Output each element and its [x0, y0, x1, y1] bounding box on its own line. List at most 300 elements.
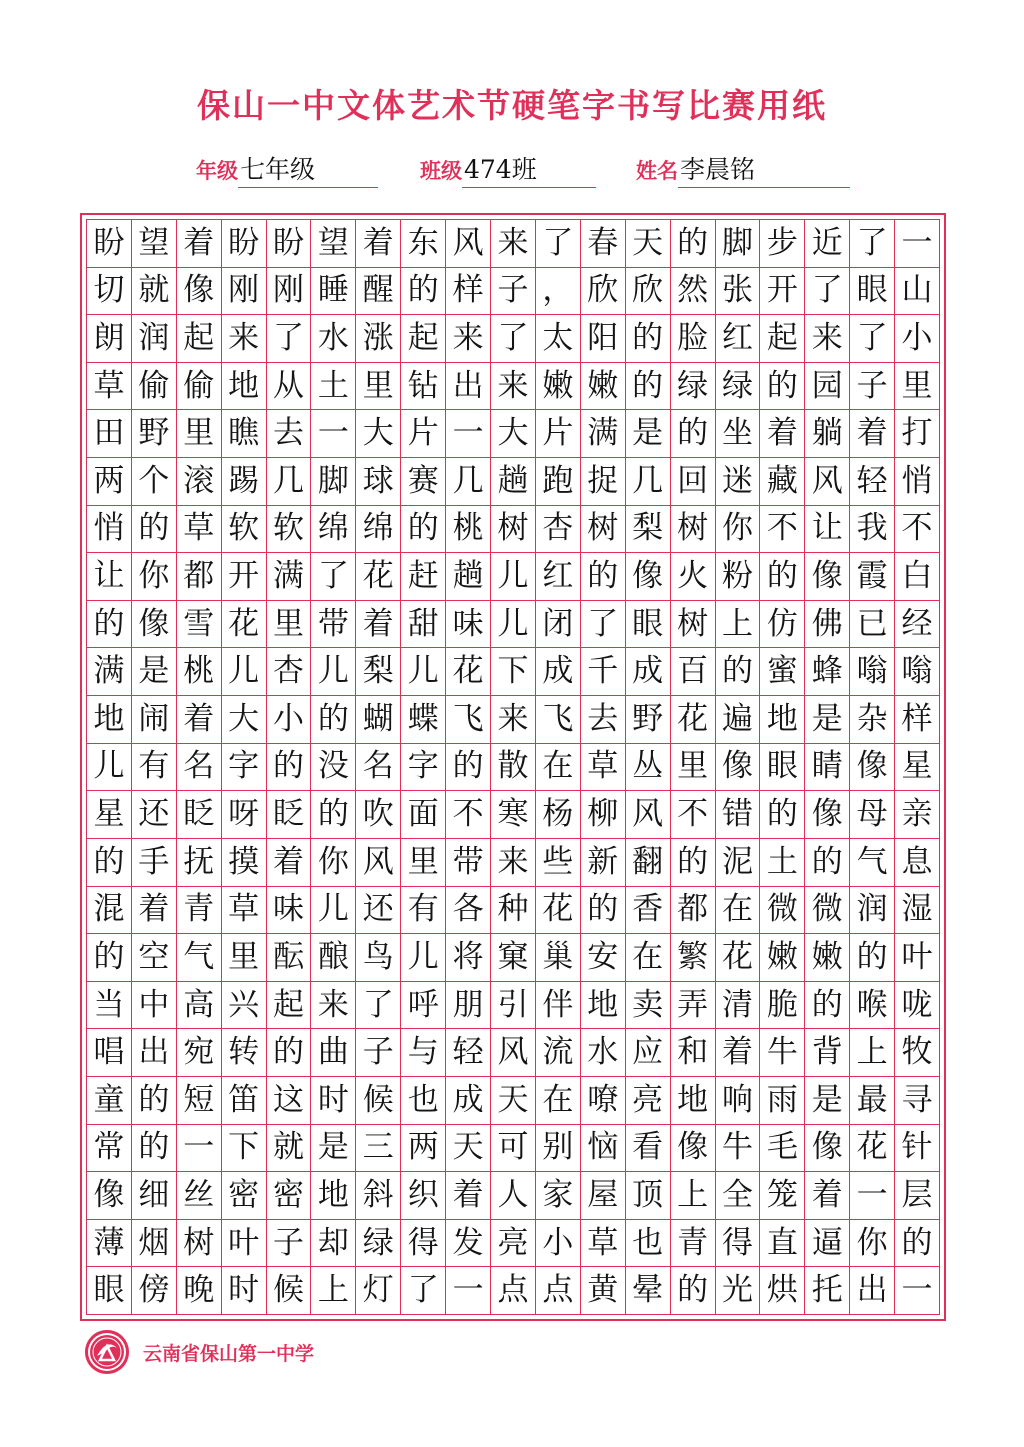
- grid-cell: 轻: [850, 458, 895, 506]
- grid-cell: 出: [850, 1267, 895, 1315]
- grid-cell: 草: [87, 363, 132, 411]
- grid-cell: 仿: [760, 601, 805, 649]
- grid-cell: 出: [446, 363, 491, 411]
- grid-cell: 眼: [760, 744, 805, 792]
- grid-cell: 也: [401, 1077, 446, 1125]
- grid-cell: 树: [491, 506, 536, 554]
- grid-cell: 一: [446, 1267, 491, 1315]
- grid-cell: 树: [581, 506, 626, 554]
- grid-cell: 是: [132, 648, 177, 696]
- grid-cell: 捉: [581, 458, 626, 506]
- grid-cell: 托: [805, 1267, 850, 1315]
- grid-cell: 梨: [626, 506, 671, 554]
- grid-cell: 的: [760, 553, 805, 601]
- grid-cell: 的: [805, 982, 850, 1030]
- grid-cell: 球: [356, 458, 401, 506]
- grid-cell: 绿: [356, 1220, 401, 1268]
- grid-cell: 里: [222, 934, 267, 982]
- grid-cell: 经: [895, 601, 940, 649]
- grid-cell: 光: [716, 1267, 761, 1315]
- grid-cell: 小: [536, 1220, 581, 1268]
- grid-cell: 子: [491, 268, 536, 316]
- grid-cell: 盼: [222, 220, 267, 268]
- grid-cell: 里: [895, 363, 940, 411]
- grid-cell: 是: [805, 696, 850, 744]
- writing-grid: [86, 219, 940, 1315]
- grid-cell: 甜: [401, 601, 446, 649]
- grid-cell: 烘: [760, 1267, 805, 1315]
- grid-cell: 雨: [760, 1077, 805, 1125]
- grid-cell: 了: [581, 601, 626, 649]
- grid-cell: 的: [671, 410, 716, 458]
- grid-cell: 的: [446, 744, 491, 792]
- grid-cell: 脆: [760, 982, 805, 1030]
- grid-cell: 散: [491, 744, 536, 792]
- grid-cell: 百: [671, 648, 716, 696]
- grid-cell: 的: [311, 696, 356, 744]
- grid-cell: 花: [536, 887, 581, 935]
- grid-cell: 的: [267, 744, 312, 792]
- grid-cell: 火: [671, 553, 716, 601]
- grid-cell: 软: [222, 506, 267, 554]
- grid-cell: 的: [671, 839, 716, 887]
- grid-cell: 嫩: [536, 363, 581, 411]
- grid-cell: 背: [805, 1029, 850, 1077]
- grid-cell: 应: [626, 1029, 671, 1077]
- grid-cell: 轻: [446, 1029, 491, 1077]
- class-label: 班级: [420, 158, 462, 183]
- grid-cell: 起: [177, 315, 222, 363]
- grid-cell: 你: [132, 553, 177, 601]
- grid-cell: 杏: [536, 506, 581, 554]
- grid-cell: 最: [850, 1077, 895, 1125]
- grid-cell: 赛: [401, 458, 446, 506]
- grid-cell: 着: [177, 220, 222, 268]
- grid-cell: 几: [446, 458, 491, 506]
- grid-cell: 盼: [267, 220, 312, 268]
- grid-cell: 绵: [311, 506, 356, 554]
- grid-cell: 蝴: [356, 696, 401, 744]
- grid-cell: 点: [491, 1267, 536, 1315]
- grid-cell: 叶: [895, 934, 940, 982]
- grid-cell: 起: [267, 982, 312, 1030]
- grid-cell: 桃: [177, 648, 222, 696]
- grid-cell: 在: [536, 744, 581, 792]
- grid-cell: 了: [850, 220, 895, 268]
- grid-cell: 山: [895, 268, 940, 316]
- grid-cell: 像: [716, 744, 761, 792]
- grid-cell: 母: [850, 791, 895, 839]
- grid-cell: 风: [446, 220, 491, 268]
- grid-cell: 里: [177, 410, 222, 458]
- grid-cell: 层: [895, 1172, 940, 1220]
- grid-cell: 呼: [401, 982, 446, 1030]
- grid-cell: 土: [311, 363, 356, 411]
- grid-cell: 全: [716, 1172, 761, 1220]
- grid-cell: 起: [401, 315, 446, 363]
- grid-cell: 梨: [356, 648, 401, 696]
- grid-cell: 脸: [671, 315, 716, 363]
- grid-cell: 着: [356, 220, 401, 268]
- grid-cell: 风: [805, 458, 850, 506]
- grid-cell: 的: [311, 791, 356, 839]
- grid-cell: 佛: [805, 601, 850, 649]
- grid-cell: 摸: [222, 839, 267, 887]
- grid-cell: 的: [895, 1220, 940, 1268]
- grid-cell: 春: [581, 220, 626, 268]
- grid-cell: 时: [222, 1267, 267, 1315]
- grid-cell: 酝: [267, 934, 312, 982]
- grid-cell: 像: [626, 553, 671, 601]
- grid-cell: 儿: [311, 648, 356, 696]
- grid-cell: 让: [87, 553, 132, 601]
- grid-cell: 烟: [132, 1220, 177, 1268]
- grid-cell: 白: [895, 553, 940, 601]
- grid-cell: 软: [267, 506, 312, 554]
- grid-cell: 儿: [491, 601, 536, 649]
- grid-cell: 屋: [581, 1172, 626, 1220]
- name-label: 姓名: [636, 158, 678, 183]
- grid-cell: 高: [177, 982, 222, 1030]
- footer: [85, 1330, 314, 1374]
- grid-cell: 的: [760, 363, 805, 411]
- grid-cell: 着: [177, 696, 222, 744]
- grid-cell: 闹: [132, 696, 177, 744]
- grid-cell: 欣: [626, 268, 671, 316]
- grid-cell: 青: [671, 1220, 716, 1268]
- grid-cell: 满: [581, 410, 626, 458]
- grid-cell: 像: [671, 1125, 716, 1173]
- grid-cell: 笛: [222, 1077, 267, 1125]
- grid-cell: 满: [87, 648, 132, 696]
- grid-cell: 像: [177, 268, 222, 316]
- grid-cell: 在: [536, 1077, 581, 1125]
- grid-cell: 睡: [311, 268, 356, 316]
- grid-cell: 空: [132, 934, 177, 982]
- grid-cell: 睛: [805, 744, 850, 792]
- grid-cell: 人: [491, 1172, 536, 1220]
- grid-cell: 曲: [311, 1029, 356, 1077]
- grid-cell: 来: [491, 839, 536, 887]
- grid-cell: 野: [132, 410, 177, 458]
- grid-cell: 却: [311, 1220, 356, 1268]
- grid-cell: 刚: [267, 268, 312, 316]
- grid-cell: 还: [356, 887, 401, 935]
- school-name: 云南省保山第一中学: [143, 1342, 315, 1365]
- grid-cell: 咙: [895, 982, 940, 1030]
- grid-cell: 了: [311, 553, 356, 601]
- grid-cell: 桃: [446, 506, 491, 554]
- grid-cell: 字: [222, 744, 267, 792]
- grid-cell: 的: [626, 363, 671, 411]
- grid-cell: 望: [132, 220, 177, 268]
- grid-cell: 候: [356, 1077, 401, 1125]
- grid-cell: 像: [87, 1172, 132, 1220]
- grid-cell: 子: [850, 363, 895, 411]
- grid-cell: 的: [850, 934, 895, 982]
- grid-cell: 片: [401, 410, 446, 458]
- grid-cell: 大: [222, 696, 267, 744]
- grid-cell: 天: [446, 1125, 491, 1173]
- grid-cell: 像: [850, 744, 895, 792]
- grid-cell: 名: [356, 744, 401, 792]
- grid-cell: 的: [581, 553, 626, 601]
- grid-cell: 中: [132, 982, 177, 1030]
- grid-cell: 样: [895, 696, 940, 744]
- grid-cell: 赶: [401, 553, 446, 601]
- grid-cell: 切: [87, 268, 132, 316]
- grid-cell: 来: [491, 220, 536, 268]
- grid-cell: 起: [760, 315, 805, 363]
- grid-cell: 伴: [536, 982, 581, 1030]
- grid-cell: 兴: [222, 982, 267, 1030]
- grid-cell: 错: [716, 791, 761, 839]
- grid-cell: 酿: [311, 934, 356, 982]
- grid-cell: 织: [401, 1172, 446, 1220]
- grid-cell: 个: [132, 458, 177, 506]
- grid-cell: 已: [850, 601, 895, 649]
- grid-cell: 地: [222, 363, 267, 411]
- grid-cell: 毛: [760, 1125, 805, 1173]
- grid-cell: 寒: [491, 791, 536, 839]
- grid-cell: 让: [805, 506, 850, 554]
- grid-cell: 着: [267, 839, 312, 887]
- grid-cell: 有: [132, 744, 177, 792]
- grid-cell: 水: [311, 315, 356, 363]
- grid-cell: 别: [536, 1125, 581, 1173]
- grid-cell: 天: [626, 220, 671, 268]
- grid-cell: 红: [536, 553, 581, 601]
- grid-cell: 步: [760, 220, 805, 268]
- grid-cell: 眨: [267, 791, 312, 839]
- grid-cell: 傍: [132, 1267, 177, 1315]
- grid-cell: 子: [267, 1220, 312, 1268]
- grid-cell: 飞: [536, 696, 581, 744]
- grid-cell: 在: [626, 934, 671, 982]
- grid-cell: 的: [581, 887, 626, 935]
- grid-cell: 斜: [356, 1172, 401, 1220]
- grid-cell: 气: [177, 934, 222, 982]
- grid-cell: 的: [401, 268, 446, 316]
- grid-cell: 你: [850, 1220, 895, 1268]
- grid-cell: 的: [716, 648, 761, 696]
- grid-cell: 来: [222, 315, 267, 363]
- grid-cell: 脚: [311, 458, 356, 506]
- grid-cell: 香: [626, 887, 671, 935]
- grade-field: [196, 150, 378, 188]
- grid-cell: 这: [267, 1077, 312, 1125]
- grid-cell: 了: [805, 268, 850, 316]
- grid-cell: 吹: [356, 791, 401, 839]
- grid-cell: 地: [760, 696, 805, 744]
- grid-cell: 趟: [446, 553, 491, 601]
- grid-cell: 了: [850, 315, 895, 363]
- grid-cell: 呀: [222, 791, 267, 839]
- grid-cell: 恼: [581, 1125, 626, 1173]
- grid-cell: 地: [581, 982, 626, 1030]
- page-title: 保山一中文体艺术节硬笔字书写比赛用纸: [197, 86, 827, 125]
- grid-cell: 带: [446, 839, 491, 887]
- grid-cell: 里: [356, 363, 401, 411]
- grid-cell: 儿: [401, 934, 446, 982]
- grid-cell: 刚: [222, 268, 267, 316]
- grid-cell: 然: [671, 268, 716, 316]
- grid-cell: 星: [87, 791, 132, 839]
- grid-cell: 花: [356, 553, 401, 601]
- grid-cell: 来: [491, 363, 536, 411]
- grid-cell: 儿: [311, 887, 356, 935]
- grid-cell: 田: [87, 410, 132, 458]
- grid-cell: 候: [267, 1267, 312, 1315]
- grid-cell: 润: [850, 887, 895, 935]
- grid-cell: 宛: [177, 1029, 222, 1077]
- grid-cell: 了: [267, 315, 312, 363]
- grid-cell: 绵: [356, 506, 401, 554]
- grid-cell: 巢: [536, 934, 581, 982]
- grid-cell: 千: [581, 648, 626, 696]
- grid-cell: 亮: [491, 1220, 536, 1268]
- writing-grid-frame: [80, 213, 946, 1321]
- grid-cell: 去: [267, 410, 312, 458]
- grid-cell: 脚: [716, 220, 761, 268]
- grid-cell: 像: [805, 1125, 850, 1173]
- grid-cell: 针: [895, 1125, 940, 1173]
- grid-cell: 着: [356, 601, 401, 649]
- grid-cell: 雪: [177, 601, 222, 649]
- grid-cell: 树: [177, 1220, 222, 1268]
- grid-cell: 了: [401, 1267, 446, 1315]
- grid-cell: 迷: [716, 458, 761, 506]
- grid-cell: 的: [87, 934, 132, 982]
- grid-cell: 常: [87, 1125, 132, 1173]
- grid-cell: 花: [850, 1125, 895, 1173]
- grid-cell: 三: [356, 1125, 401, 1173]
- grid-cell: 着: [850, 410, 895, 458]
- grid-cell: 细: [132, 1172, 177, 1220]
- grid-cell: 是: [805, 1077, 850, 1125]
- grid-cell: 童: [87, 1077, 132, 1125]
- grid-cell: 像: [805, 791, 850, 839]
- grid-cell: 偷: [177, 363, 222, 411]
- grid-cell: 繁: [671, 934, 716, 982]
- grid-cell: 醒: [356, 268, 401, 316]
- grid-cell: 笼: [760, 1172, 805, 1220]
- grid-cell: 各: [446, 887, 491, 935]
- grid-cell: 是: [626, 410, 671, 458]
- grid-cell: 名: [177, 744, 222, 792]
- grid-cell: 喉: [850, 982, 895, 1030]
- grid-cell: 花: [222, 601, 267, 649]
- grid-cell: 了: [491, 315, 536, 363]
- grade-value: 七年级: [238, 153, 378, 188]
- grid-cell: 就: [132, 268, 177, 316]
- grid-cell: 上: [716, 601, 761, 649]
- grid-cell: 花: [716, 934, 761, 982]
- grid-cell: 粉: [716, 553, 761, 601]
- grid-cell: 时: [311, 1077, 356, 1125]
- grid-cell: 着: [805, 1172, 850, 1220]
- grid-cell: 安: [581, 934, 626, 982]
- grid-cell: 太: [536, 315, 581, 363]
- grid-cell: 草: [581, 1220, 626, 1268]
- grid-cell: 转: [222, 1029, 267, 1077]
- grid-cell: 来: [491, 696, 536, 744]
- grid-cell: 回: [671, 458, 716, 506]
- grid-cell: 得: [716, 1220, 761, 1268]
- grid-cell: 杏: [267, 648, 312, 696]
- grid-cell: 满: [267, 553, 312, 601]
- grid-cell: 牛: [760, 1029, 805, 1077]
- grid-cell: 嘹: [581, 1077, 626, 1125]
- grid-cell: 野: [626, 696, 671, 744]
- grid-cell: 手: [132, 839, 177, 887]
- grid-cell: 里: [267, 601, 312, 649]
- grid-cell: 下: [222, 1125, 267, 1173]
- grid-cell: 树: [671, 506, 716, 554]
- grid-cell: 润: [132, 315, 177, 363]
- grid-cell: 亮: [626, 1077, 671, 1125]
- grid-cell: 东: [401, 220, 446, 268]
- grid-cell: 天: [491, 1077, 536, 1125]
- grid-cell: 都: [671, 887, 716, 935]
- grid-cell: 小: [267, 696, 312, 744]
- grid-cell: 上: [850, 1029, 895, 1077]
- grade-label: 年级: [196, 158, 238, 183]
- grid-cell: 牛: [716, 1125, 761, 1173]
- grid-cell: 没: [311, 744, 356, 792]
- grid-cell: 卖: [626, 982, 671, 1030]
- grid-cell: 片: [536, 410, 581, 458]
- grid-cell: 将: [446, 934, 491, 982]
- grid-cell: 微: [805, 887, 850, 935]
- grid-cell: 密: [222, 1172, 267, 1220]
- grid-cell: 蜂: [805, 648, 850, 696]
- grid-cell: 大: [491, 410, 536, 458]
- grid-cell: 开: [222, 553, 267, 601]
- grid-cell: 带: [311, 601, 356, 649]
- grid-cell: 花: [446, 648, 491, 696]
- grid-cell: 短: [177, 1077, 222, 1125]
- grid-cell: 的: [87, 601, 132, 649]
- class-value: 474班: [462, 153, 596, 188]
- grid-cell: 园: [805, 363, 850, 411]
- grid-cell: 都: [177, 553, 222, 601]
- grid-cell: 望: [311, 220, 356, 268]
- grid-cell: 味: [267, 887, 312, 935]
- grid-cell: 混: [87, 887, 132, 935]
- grid-cell: 密: [267, 1172, 312, 1220]
- grid-cell: 一: [895, 1267, 940, 1315]
- grid-cell: 霞: [850, 553, 895, 601]
- grid-cell: 小: [895, 315, 940, 363]
- grid-cell: 叶: [222, 1220, 267, 1268]
- grid-cell: 成: [536, 648, 581, 696]
- grid-cell: 草: [581, 744, 626, 792]
- grid-cell: 的: [805, 839, 850, 887]
- grid-cell: 的: [132, 1077, 177, 1125]
- grid-cell: 翻: [626, 839, 671, 887]
- grid-cell: 儿: [87, 744, 132, 792]
- grid-cell: 不: [671, 791, 716, 839]
- grid-cell: 鸟: [356, 934, 401, 982]
- grid-cell: 大: [356, 410, 401, 458]
- grid-cell: 儿: [491, 553, 536, 601]
- grid-cell: 像: [132, 601, 177, 649]
- grid-cell: 遍: [716, 696, 761, 744]
- grid-cell: 的: [760, 791, 805, 839]
- grid-cell: 不: [446, 791, 491, 839]
- grid-cell: 柳: [581, 791, 626, 839]
